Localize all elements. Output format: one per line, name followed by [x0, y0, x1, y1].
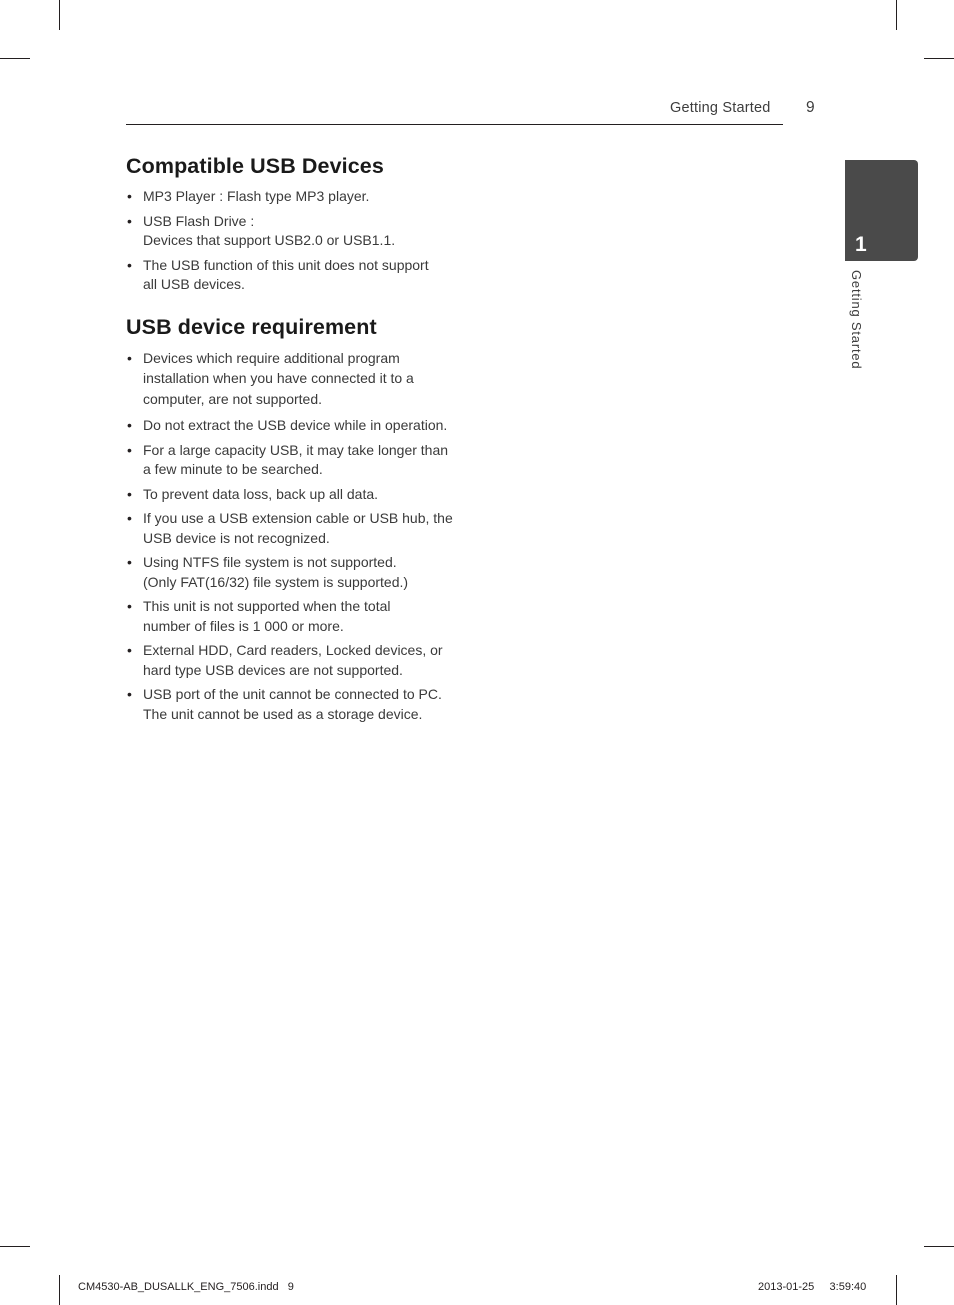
usb-requirement-list: [126, 348, 466, 725]
crop-mark: [0, 1246, 30, 1247]
bullet-icon: •: [127, 510, 132, 526]
section-title-usb-requirement: USB device requirement: [126, 314, 377, 339]
crop-mark: [59, 1275, 60, 1305]
list-item-text: USB Flash Drive : Devices that support USB2.0 or USB1.1.: [143, 212, 396, 248]
crop-mark: [924, 1246, 954, 1247]
bullet-icon: •: [127, 417, 132, 433]
bullet-icon: •: [127, 554, 132, 570]
bullet-icon: •: [127, 188, 132, 204]
bullet-icon: •: [127, 485, 132, 502]
header-rule: [126, 124, 783, 125]
list-item: [126, 441, 466, 480]
list-item: [126, 485, 466, 505]
list-item-text: This unit is not supported when the total number of files is 1 000 or more.: [143, 598, 391, 634]
bullet-icon: •: [127, 598, 132, 614]
footer-timestamp: 2013-01-25 3:59:40: [758, 1281, 867, 1293]
bullet-icon: •: [127, 256, 132, 273]
list-item: [126, 597, 466, 636]
footer-file-info: CM4530-AB_DUSALLK_ENG_7506.indd 9: [78, 1281, 294, 1293]
bullet-icon: •: [127, 441, 132, 458]
list-item: [126, 416, 466, 436]
list-item: [126, 509, 466, 548]
list-item: [126, 553, 466, 592]
crop-mark: [896, 0, 897, 30]
section-title-compatible-usb: Compatible USB Devices: [126, 154, 384, 178]
list-item-text: If you use a USB extension cable or USB hub, the USB device is not recognized.: [143, 510, 453, 546]
list-item: [126, 641, 466, 680]
bullet-icon: •: [127, 349, 132, 366]
compatible-usb-list: [126, 187, 466, 295]
running-header-title: Getting Started: [670, 100, 771, 116]
page-number: 9: [806, 99, 815, 116]
list-item-text: USB port of the unit cannot be connected to PC. The unit cannot be used as a storage device.: [143, 686, 442, 722]
list-item-text: Using NTFS file system is not supported. (Only FAT(16/32) file system is supported.): [143, 554, 409, 590]
chapter-tab: [845, 160, 918, 261]
list-item: [126, 212, 466, 251]
crop-mark: [0, 58, 30, 59]
list-item-text: To prevent data loss, back up all data.: [143, 485, 379, 502]
main-content: [126, 154, 466, 729]
list-item-text: Do not extract the USB device while in operation.: [143, 417, 448, 433]
list-item-text: External HDD, Card readers, Locked devices, or hard type USB devices are not supported.: [143, 642, 443, 678]
bullet-icon: •: [127, 686, 132, 702]
list-item-text: The USB function of this unit does not support all USB devices.: [143, 256, 429, 292]
list-item-text: Devices which require additional program installation when you have connected it to a computer, are not supported.: [143, 349, 414, 407]
chapter-number: 1: [855, 233, 867, 256]
chapter-side-label: Getting Started: [849, 270, 864, 370]
list-item-text: For a large capacity USB, it may take longer than a few minute to be searched.: [143, 441, 449, 477]
crop-mark: [924, 58, 954, 59]
crop-mark: [896, 1275, 897, 1305]
list-item-text: MP3 Player : Flash type MP3 player.: [143, 188, 370, 204]
list-item: [126, 685, 466, 724]
crop-mark: [59, 0, 60, 30]
list-item: [126, 348, 466, 410]
list-item: [126, 187, 466, 207]
bullet-icon: •: [127, 642, 132, 658]
list-item: [126, 256, 466, 295]
bullet-icon: •: [127, 212, 132, 229]
